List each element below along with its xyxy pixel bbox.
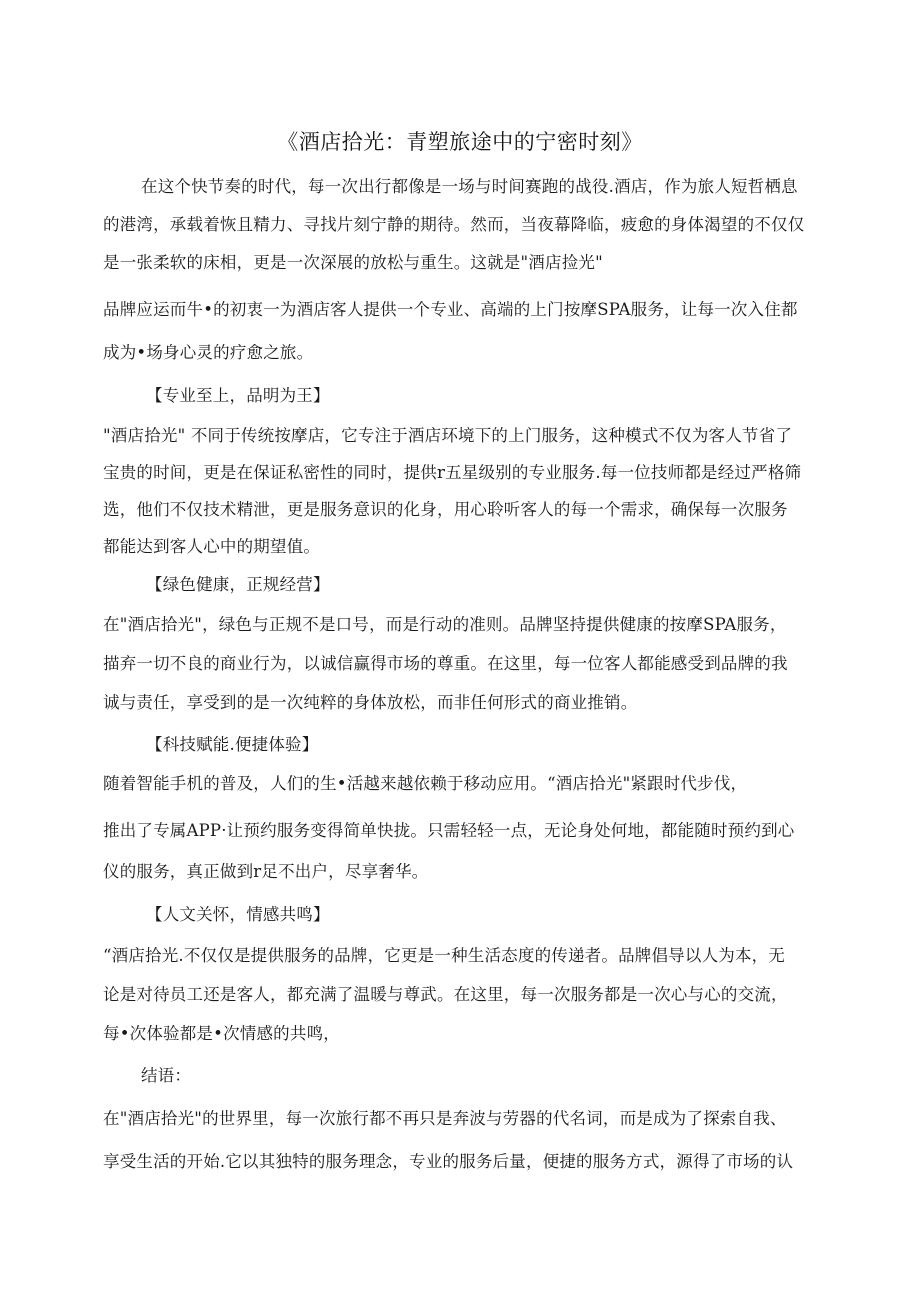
section-heading: 结语： (141, 1066, 192, 1085)
paragraph-line: 描弃一切不良的商业行为，以诚信赢得市场的尊重。在这里，每一位客人都能感受到品牌的我 (103, 654, 788, 673)
paragraph-line: 成为•场身心灵的疗愈之旅。 (103, 343, 314, 362)
paragraph-line: 推出了专属APP·让预约服务变得简单快拢。只需轻轻一点，无论身处何地，都能随时预约到心 (103, 821, 795, 840)
paragraph-line: 宝贵的时间，更是在保证私密性的同时，提供r五星级别的专业服务.每一位技师都是经过严格筛 (103, 463, 802, 482)
paragraph-line: 享受生活的开始.它以其独特的服务理念，专业的服务后量，便捷的服务方式，源得了市场的认 (103, 1152, 794, 1171)
paragraph-line: 是一张柔软的床相，更是一次深展的放松与重生。这就是"酒店捡光" (103, 253, 603, 272)
paragraph-line: 的港湾，承载着恢且精力、寻找片刻宁静的期待。然而，当夜幕降临，疲愈的身体渴望的不仅仅 (103, 215, 805, 234)
paragraph-line: “酒店拾光.不仅仅是提供服务的品牌，它更是一种生活态度的传递者。品牌倡导以人为本，无 (103, 946, 786, 965)
section-heading: 【人文关怀，情感共鸣】 (146, 905, 330, 924)
document-title: 《酒店拾光：青塑旅途中的宁密时刻》 (277, 130, 643, 154)
paragraph-line: 在这个快节奏的时代，每一次出行都像是一场与时间赛跑的战役.酒店，作为旅人短哲栖息 (141, 177, 798, 196)
paragraph-line: 在"酒店拾光"的世界里，每一次旅行都不再只是奔波与劳器的代名词，而是成为了探索自我、 (103, 1109, 787, 1128)
paragraph-line: 选，他们不仅技术精泄，更是服务意识的化身，用心聆听客人的每一个需求，确保每一次服务 (103, 500, 788, 519)
section-heading: 【绿色健康，正规经营】 (146, 575, 330, 594)
paragraph-line: 随着智能手机的普及，人们的生•活越来越依赖于移动应用。“酒店拾光"紧跟时代步伐， (103, 774, 748, 793)
paragraph-line: 诚与责任，享受到的是一次纯粹的身体放松，而非任何形式的商业推销。 (103, 693, 638, 712)
paragraph-line: 都能达到客人心中的期望值。 (103, 537, 321, 556)
section-heading: 【专业至上，品明为王】 (146, 386, 330, 405)
paragraph-line: 每•次体验都是•次情感的共鸣， (103, 1024, 340, 1043)
paragraph-line: "酒店拾光" 不同于传统按摩店，它专注于酒店环境下的上门服务，这种模式不仅为客人节省了 (103, 426, 793, 445)
paragraph-line: 论是对待员工还是客人，都充满了温暖与尊武。在这里，每一次服务都是一次心与心的交流， (103, 985, 788, 1004)
section-heading: 【科技赋能.便捷体验】 (146, 735, 319, 754)
paragraph-line: 在"酒店拾光"，绿色与正规不是口号，而是行动的准则。品牌坚持提供健康的按摩SPA服务， (103, 615, 787, 634)
paragraph-line: 品牌应运而牛•的初衷一为酒店客人提供一个专业、高端的上门按摩SPA服务，让每一次入住都 (103, 300, 798, 319)
paragraph-line: 仪的服务，真正做到r足不出户，尽享奢华。 (103, 862, 429, 881)
